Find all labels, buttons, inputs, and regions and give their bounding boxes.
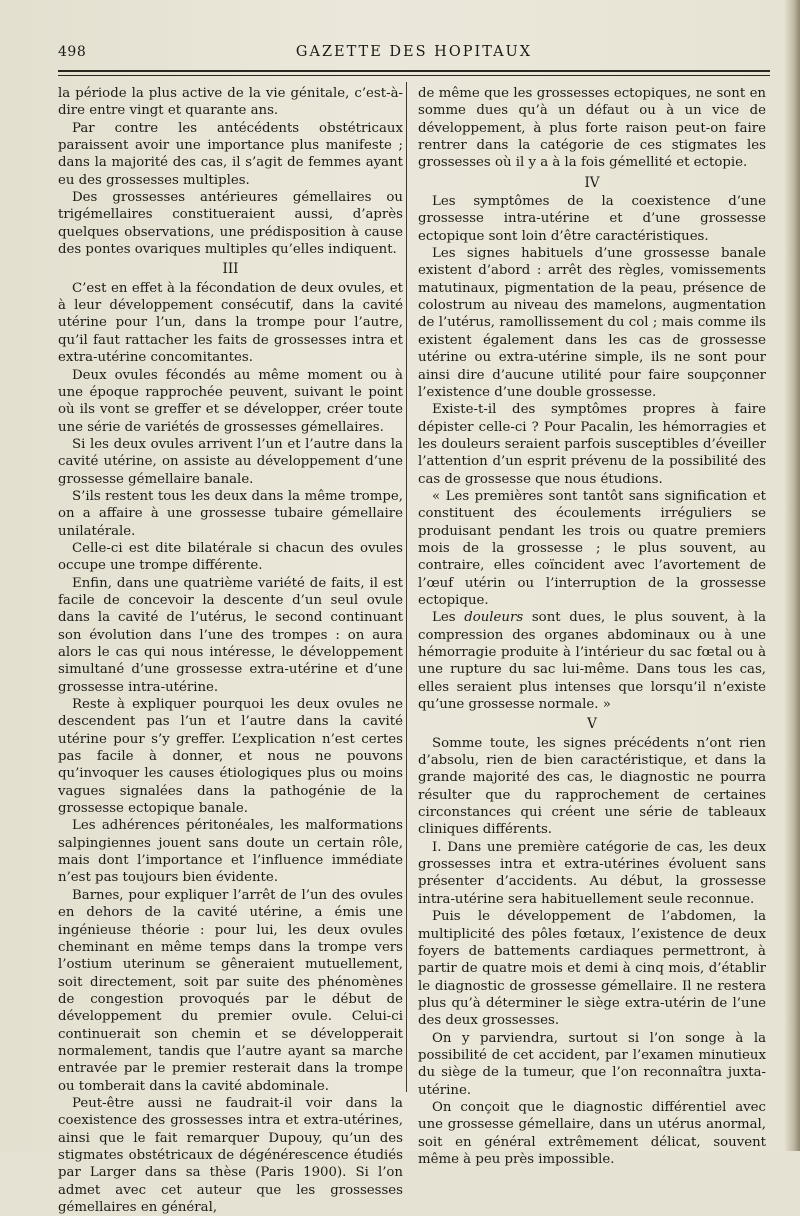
paragraph: Barnes, pour expliquer l’arrêt de l’un des ovules en dehors de la cavité utérine, a émis une ingénieuse théorie : pour lui, les deux ovules cheminant en même temps dans la trompe vers l’ostium uterinum se gêneraient mutuellement, soit directement, soit par suite des phénomènes de congestion provoqués par le début de développement du premier ovule. Celui-ci continuerait son chemin et se développerait normalement, tandis que l’autre ayant sa marche entravée par le premier resterait dans la trompe ou tomberait dans la cavité abdominale. <box>58 887 403 1094</box>
right-column <box>418 85 766 1168</box>
paragraph: Les symptômes de la coexistence d’une grossesse intra-utérine et d’une grossesse ectopique sont loin d’être caractéristiques. <box>418 194 766 244</box>
italic-term: douleurs <box>464 610 524 626</box>
section-heading-3: III <box>222 261 239 278</box>
paragraph: On conçoit que le diagnostic différentiel avec une grossesse gémellaire, dans un utérus anormal, soit en général extrêmement délicat, souvent même à peu près impossible. <box>418 1099 766 1167</box>
journal-title: GAZETTE DES HOPITAUX <box>295 44 533 60</box>
paragraph: Des grossesses antérieures gémellaires ou trigémellaires constitueraient aussi, d’après quelques observations, une prédisposition à cause des pontes ovariques multiples qu’elles indiquent. <box>58 190 403 258</box>
paragraph: I. Dans une première catégorie de cas, les deux grossesses intra et extra-utérines évoluent sans présenter d’accidents. Au début, la grossesse intra-utérine sera habituellement seule reconnue. <box>418 839 766 907</box>
paragraph-douleurs <box>418 609 766 713</box>
paragraph: Somme toute, les signes précédents n’ont rien d’absolu, rien de bien caractéristique, et dans la grande majorité des cas, le diagnostic ne pourra résulter que du rapprochement de certaines circonstances qui créent une série de tableaux cliniques différents. <box>418 735 766 838</box>
paragraph: Reste à expliquer pourquoi les deux ovules ne descendent pas l’un et l’autre dans la cavité utérine pour s’y greffer. L’explication n’est certes pas facile à donner, et nous ne pouvons qu’invoquer les causes étiologiques plus ou moins vagues signalées dans la pathogénie de la grossesse ectopique banale. <box>58 697 403 817</box>
paragraph: Les signes habituels d’une grossesse banale existent d’abord : arrêt des règles, vomissements matutinaux, pigmentation de la peau, présence de colostrum au niveau des mamelons, augmentation de l’utérus, ramollissement du col ; mais comme ils existent également dans les cas de grossesse utérine ou extra-utérine simple, ils ne sont pour ainsi dire d’aucune utilité pour faire soupçonner l’existence d’une double grossesse. <box>418 246 766 400</box>
paragraph: Puis le développement de l’abdomen, la multiplicité des pôles fœtaux, l’existence de deux foyers de battements cardiaques permettront, à partir de quatre mois et demi à cinq mois, d’établir le diagnostic de grossesse gémellaire. Il ne restera plus qu’à déterminer le siège extra-utérin de l’une des deux grossesses. <box>418 909 766 1029</box>
page-header <box>58 42 770 72</box>
column-divider <box>406 82 407 1092</box>
page-number: 498 <box>58 44 87 60</box>
paragraph: Celle-ci est dite bilatérale si chacun des ovules occupe une trompe différente. <box>58 540 403 574</box>
paragraph: S’ils restent tous les deux dans la même trompe, on a affaire à une grossesse tubaire gémellaire unilatérale. <box>58 488 403 539</box>
paragraph: de même que les grossesses ectopiques, ne sont en somme dues qu’à un défaut ou à un vice de développement, à plus forte raison peut-on faire rentrer dans la catégorie de ces stigmates les grossesses où il y a à la fois gémellité et ectopie. <box>418 86 766 171</box>
paragraph: Existe-t-il des symptômes propres à faire dépister celle-ci ? Pour Pacalin, les hémorragies et les douleurs seraient parfois susceptibles d’éveiller l’attention d’un esprit prévenu de la possibilité des cas de grossesse que nous étudions. <box>418 402 766 487</box>
paragraph: Par contre les antécédents obstétricaux paraissent avoir une importance plus manifeste ; dans la majorité des cas, il s’agit de femmes ayant eu des grossesses multiples. <box>58 120 403 188</box>
page-edge-shadow <box>784 0 800 1151</box>
paragraph: On y parviendra, surtout si l’on songe à la possibilité de cet accident, par l’examen minutieux du siège de la tumeur, que l’on reconnaîtra juxta-utérine. <box>418 1030 766 1098</box>
paragraph: Les adhérences péritonéales, les malformations salpingiennes jouent sans doute un certain rôle, mais dont l’importance et l’influence immédiate n’est pas toujours bien évidente. <box>58 818 403 886</box>
header-rule-thin <box>58 75 770 76</box>
section-heading-4: IV <box>584 174 600 191</box>
text-run: Les <box>432 610 465 626</box>
paragraph: Peut-être aussi ne faudrait-il voir dans la coexistence des grossesses intra et extra-utérines, ainsi que le fait remarquer Dupouy, qu’un des stigmates obstétricaux de dégénérescence étudiés par Larger dans sa thèse (Paris 1900). Si l’on admet avec cet auteur que les grossesses gémellaires en général, <box>58 1095 403 1215</box>
paragraph: la période la plus active de la vie génitale, c’est-à-dire entre vingt et quarante ans. <box>58 86 403 119</box>
section-heading-5: V <box>587 716 597 733</box>
left-column <box>58 85 403 1216</box>
paragraph: Enfin, dans une quatrième variété de faits, il est facile de concevoir la descente d’un seul ovule dans la cavité de l’utérus, le second continuant son évolution dans l’une des trompes : on aura alors le cas qui nous intéresse, le développement simultané d’une grossesse extra-utérine et d’une grossesse intra-utérine. <box>58 575 403 695</box>
paragraph: C’est en effet à la fécondation de deux ovules, et à leur développement consécutif, dans la cavité utérine pour l’un, dans la trompe pour l’autre, qu’il faut rattacher les faits de grossesses intra et extra-utérine concomitantes. <box>58 280 403 366</box>
paragraph: « Les premières sont tantôt sans signification et constituent des écoulements irréguliers se produisant pendant les trois ou quatre premiers mois de la grossesse ; le plus souvent, au contraire, elles coïncident avec l’avortement de l’œuf utérin ou l’interruption de la grossesse ectopique. <box>418 488 766 608</box>
paragraph: Si les deux ovules arrivent l’un et l’autre dans la cavité utérine, on assiste au développement d’une grossesse gémellaire banale. <box>58 436 403 487</box>
header-rule-thick <box>58 70 770 72</box>
paragraph: Deux ovules fécondés au même moment ou à une époque rapprochée peuvent, suivant le point où ils vont se greffer et se développer, créer toute une série de variétés de grossesses gémellaires. <box>58 367 403 435</box>
text-run: sont dues, le plus souvent, à la compression des organes abdominaux ou à une hémorragie produite à l’intérieur du sac fœtal ou à une rupture du sac lui-même. Dans tous les cas, elles seraient plus intenses que lorsqu’il n’existe qu’une grossesse normale. » <box>418 610 767 713</box>
